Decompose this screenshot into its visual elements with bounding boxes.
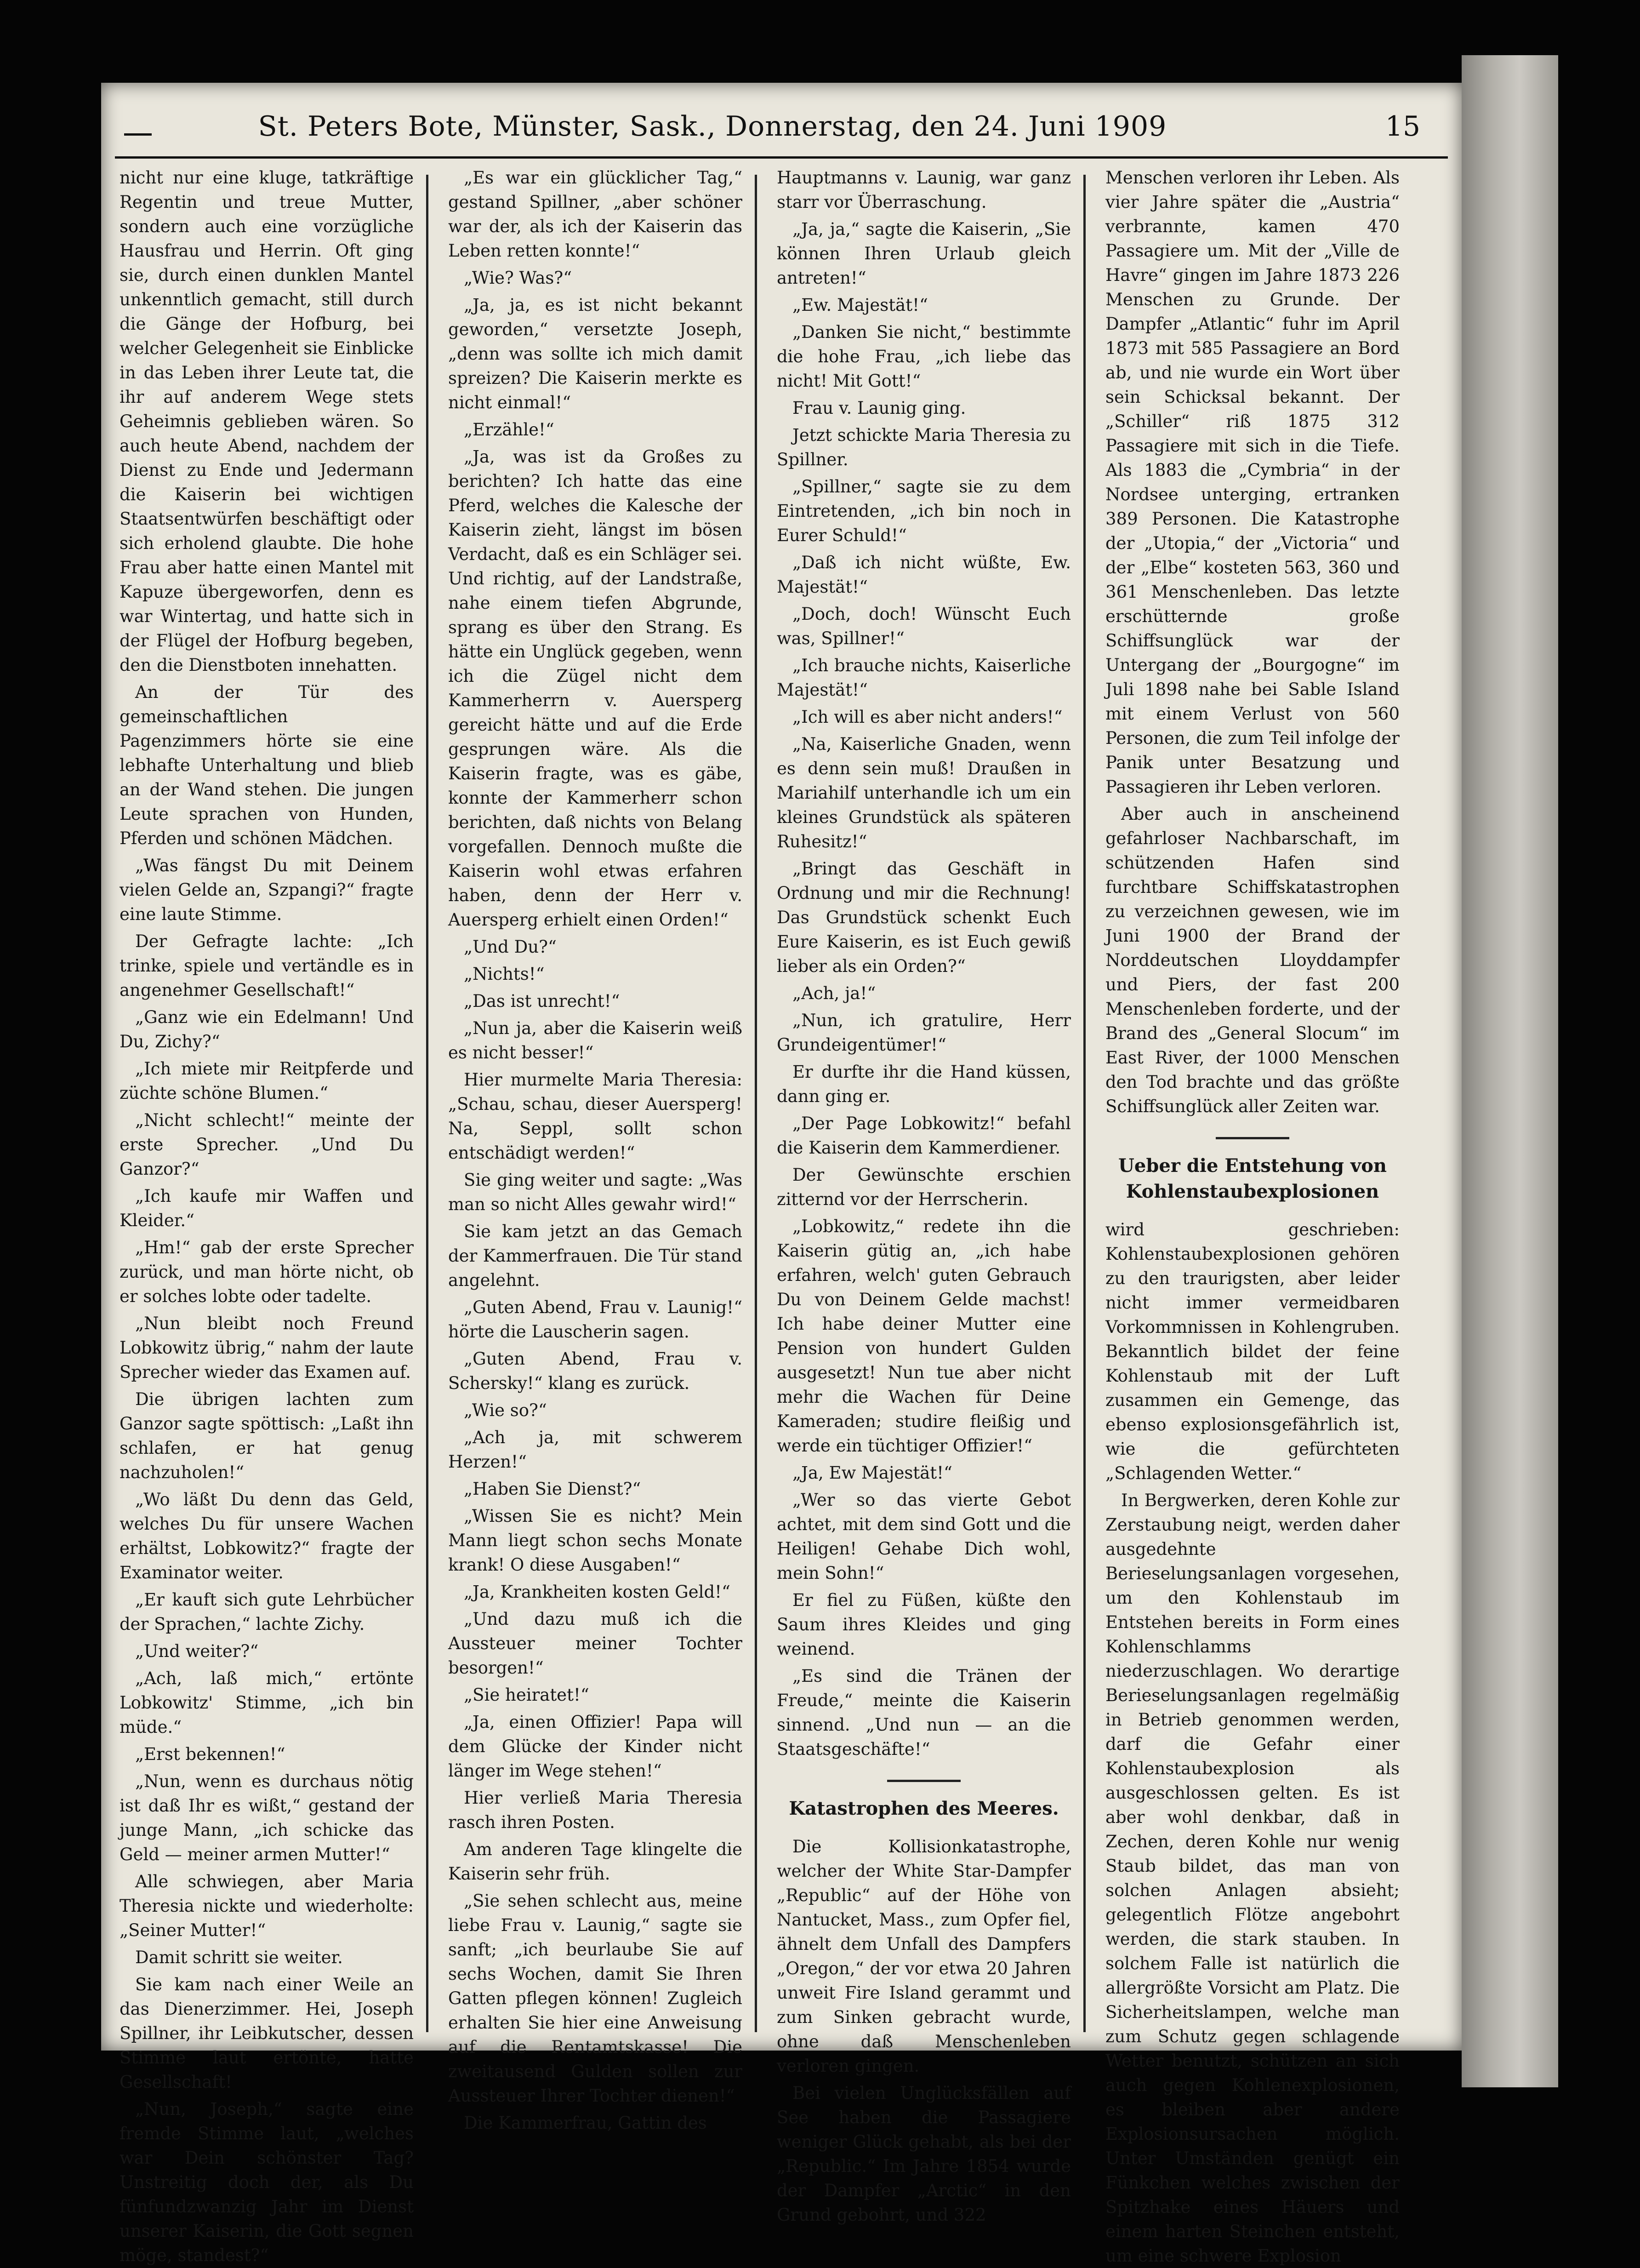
paragraph: „Nun, ich gratulire, Herr Grundeigentümer!“ (777, 1011, 1071, 1055)
page-number: 15 (1385, 110, 1420, 143)
paragraph: „Bringt das Geschäft in Ordnung und mir die Rechnung! Das Grundstück schenkt Euch Eure Kaiserin, es ist Euch gewiß lieber als ein Orden?“ (777, 859, 1071, 976)
paragraph: „Wissen Sie es nicht? Mein Mann liegt schon sechs Monate krank! O diese Ausgaben!“ (448, 1506, 742, 1575)
paragraph: „Ach, laß mich,“ ertönte Lobkowitz' Stimme, „ich bin müde.“ (120, 1668, 414, 1737)
paragraph: „Es sind die Tränen der Freude,“ meinte die Kaiserin sinnend. „Und nun — an die Staatsgeschäfte!“ (777, 1666, 1071, 1759)
column-rule (1083, 175, 1086, 2032)
paragraph: „Ganz wie ein Edelmann! Und Du, Zichy?“ (120, 1007, 414, 1051)
paragraph: „Nun, wenn es durchaus nötig ist daß Ihr es wißt,“ gestand der junge Mann, „ich schicke das Geld — meiner armen Mutter!“ (120, 1771, 414, 1864)
paragraph: Die Kammerfrau, Gattin des (464, 2113, 707, 2133)
page-edge-shadow (1462, 55, 1558, 2087)
paragraph: Damit schritt sie weiter. (135, 1948, 343, 1967)
paragraph: „Hm!“ gab der erste Sprecher zurück, und man hörte nicht, ob er solches lobte oder tadelte. (120, 1238, 414, 1306)
paragraph: „Es war ein glücklicher Tag,“ gestand Spillner, „aber schöner war der, als ich der Kaiserin das Leben retten konnte!“ (448, 168, 742, 261)
paragraph: „Nun ja, aber die Kaiserin weiß es nicht besser!“ (448, 1018, 742, 1063)
paragraph: „Sie sehen schlecht aus, meine liebe Frau v. Launig,“ sagte sie sanft; „ich beurlaube Sie auf sechs Wochen, damit Sie Ihren Gatten pflegen können! Zugleich erhalten Sie hier eine Anweisung auf die Rentamtskasse! Die zweitausend Gulden sollen zur Aussteuer Ihrer Tochter dienen!“ (448, 1891, 742, 2106)
column-1 (120, 166, 414, 2265)
paragraph: In Bergwerken, deren Kohle zur Zerstaubung neigt, werden daher ausgedehnte Berieselungsanlagen vorgesehen, um den Kohlenstaub im Entstehen bereits in Form eines Kohlenschlamms niederzuschlagen. Wo derartige Berieselungsanlagen regelmäßig in Betrieb genommen werden, darf die Gefahr einer Kohlenstaubexplosion als ausgeschlossen gelten. Es ist aber wohl denkbar, daß in Zechen, deren Kohle nur wenig Staub bildet, das man von solchen Anlagen absieht; gelegentlich Flötze angebohrt werden, die stark stauben. In solchem Falle ist natürlich die allergrößte Vorsicht am Platz. Die Sicherheitslampen, welche man zum Schutz gegen schlagende Wetter benutzt, schützen an sich auch gegen Kohlenexplosionen, es bleiben aber andere Explosionsursachen möglich. Unter Umständen genügt ein Fünkchen welches zwischen der Spitzhake eines Häuers und einem harten Steinchen entsteht, um eine schwere Explosion (1105, 1491, 1400, 2266)
paragraph: „Ich miete mir Reitpferde und züchte schöne Blumen.“ (120, 1059, 414, 1103)
paragraph: „Na, Kaiserliche Gnaden, wenn es denn sein muß! Draußen in Mariahilf unterhandle ich um ein kleines Grundstück als späteren Ruhesitz!“ (777, 734, 1071, 851)
paragraph: An der Tür des gemeinschaftlichen Pagenzimmers hörte sie eine lebhafte Unterhaltung und blieb an der Wand stehen. Die jungen Leute sprachen von Hunden, Pferden und schönen Mädchen. (120, 682, 414, 848)
paragraph: „Nun bleibt noch Freund Lobkowitz übrig,“ nahm der laute Sprecher wieder das Examen auf. (120, 1314, 414, 1382)
paragraph: „Wer so das vierte Gebot achtet, mit dem sind Gott und die Heiligen! Gehabe Dich wohl, mein Sohn!“ (777, 1490, 1071, 1583)
paragraph: Sie kam jetzt an das Gemach der Kammerfrauen. Die Tür stand angelehnt. (448, 1222, 742, 1290)
paragraph: „Was fängst Du mit Deinem vielen Gelde an, Szpangi?“ fragte eine laute Stimme. (120, 856, 414, 924)
paragraph: „Ach ja, mit schwerem Herzen!“ (448, 1428, 742, 1472)
paragraph: „Ew. Majestät!“ (792, 295, 928, 315)
paragraph: „Nicht schlecht!“ meinte der erste Sprecher. „Und Du Ganzor?“ (120, 1110, 414, 1179)
paragraph: „Er kauft sich gute Lehrbücher der Sprachen,“ lachte Zichy. (120, 1590, 414, 1634)
paragraph: „Danken Sie nicht,“ bestimmte die hohe Frau, „ich liebe das nicht! Mit Gott!“ (777, 322, 1071, 391)
column-rule (426, 175, 428, 2032)
paragraph: „Ja, Krankheiten kosten Geld!“ (464, 1582, 730, 1602)
paragraph: „Das ist unrecht!“ (464, 991, 620, 1011)
paragraph: nicht nur eine kluge, tatkräftige Regentin und treue Mutter, sondern auch eine vorzügliche Hausfrau und Herrin. Oft ging sie, durch einen dunklen Mantel unkenntlich gemacht, still durch die Gänge der Hofburg, bei welcher Gelegenheit sie Einblicke in das Leben ihrer Leute tat, die ihr auf anderem Wege stets Geheimnis geblieben wären. So auch heute Abend, nachdem der Dienst zu Ende und Jedermann die Kaiserin bei wichtigen Staatsentwürfen beschäftigt oder sich erholend glaubte. Die hohe Frau aber hatte einen Mantel mit Kapuze übergeworfen, denn es war Wintertag, und hatte sich in der Flügel der Hofburg begeben, den die Dienstboten innehatten. (120, 168, 414, 675)
paragraph: „Guten Abend, Frau v. Schersky!“ klang es zurück. (448, 1349, 742, 1393)
column-2 (448, 166, 742, 2133)
paragraph: Am anderen Tage klingelte die Kaiserin sehr früh. (448, 1840, 742, 1884)
paragraph: „Ach, ja!“ (792, 983, 876, 1003)
newspaper-page (101, 83, 1462, 2266)
paragraph: „Doch, doch! Wünscht Euch was, Spillner!“ (777, 604, 1071, 648)
column-4 (1105, 166, 1400, 2266)
paragraph: „Ja, ja,“ sagte die Kaiserin, „Sie können Ihren Urlaub gleich antreten!“ (777, 219, 1071, 288)
header-dash (124, 133, 152, 136)
paragraph: „Ja, was ist da Großes zu berichten? Ich hatte das eine Pferd, welches die Kalesche der Kaiserin zieht, längst im bösen Verdacht, daß es ein Schläger sei. Und richtig, auf der Landstraße, nahe einem tiefen Abgrunde, sprang es über den Strang. Es hätte ein Unglück gegeben, wenn ich die Zügel nicht dem Kammerherrn v. Auersperg gereicht hätte und auf die Erde gesprungen wäre. Als die Kaiserin fragte, was es gäbe, konnte der Kammerherr schon berichten, daß nichts von Belang vorgefallen. Dennoch mußte die Kaiserin wohl etwas erfahren haben, denn der Herr v. Auersperg erhielt einen Orden!“ (448, 447, 742, 930)
paragraph: „Nichts!“ (464, 964, 545, 984)
paragraph: Alle schwiegen, aber Maria Theresia nickte und wiederholte: „Seiner Mutter!“ (120, 1872, 414, 1940)
paragraph: „Erzähle!“ (464, 420, 554, 440)
paragraph: „Daß ich nicht wüßte, Ew. Majestät!“ (777, 553, 1071, 597)
paragraph: Hauptmanns v. Launig, war ganz starr vor Überraschung. (777, 168, 1071, 212)
paragraph: wird geschrieben: Kohlenstaubexplosionen gehören zu den traurigsten, aber leider nicht immer vermeidbaren Vorkommnissen in Kohlengruben. Bekanntlich bildet der feine Kohlenstaub mit der Luft zusammen ein Gemenge, das ebenso explosionsgefährlich ist, wie die gefürchteten „Schlagenden Wetter.“ (1105, 1220, 1400, 1483)
paragraph: Bei vielen Unglücksfällen auf See haben die Passagiere weniger Glück gehabt, als bei der „Republic.“ Im Jahre 1854 wurde der Dampfer „Arctic“ in den Grund gebohrt, und 322 (777, 2083, 1071, 2225)
header-title: St. Peters Bote, Münster, Sask., Donnerstag, den 24. Juni 1909 (258, 110, 1167, 143)
section-divider (887, 1780, 961, 1782)
column-rule (755, 175, 757, 2032)
article-heading: Ueber die Entstehung von Kohlenstaubexplosionen (1118, 1155, 1387, 1202)
paragraph: Sie kam nach einer Weile an das Dienerzimmer. Hei, Joseph Spillner, ihr Leibkutscher, dessen Stimme laut ertönte, hatte Gesellschaft! (120, 1975, 414, 2092)
paragraph: Er fiel zu Füßen, küßte den Saum ihres Kleides und ging weinend. (777, 1590, 1071, 1659)
paragraph: Menschen verloren ihr Leben. Als vier Jahre später die „Austria“ verbrannte, kamen 470 Passagiere um. Mit der „Ville de Havre“ gingen im Jahre 1873 226 Menschen zu Grunde. Der Dampfer „Atlantic“ fuhr im April 1873 mit 585 Passagiere an Bord ab, und nie wurde ein Wort über sein Schicksal bekannt. Der „Schiller“ riß 1875 312 Passagiere mit sich in die Tiefe. Als 1883 die „Cymbria“ in der Nordsee unterging, ertranken 389 Personen. Die Katastrophe der „Utopia,“ der „Victoria“ und der „Elbe“ kosteten 563, 360 und 361 Menschenleben. Das letzte erschütternde große Schiffsunglück war der Untergang der „Bourgogne“ im Juli 1898 nahe bei Sable Island mit einem Verlust von 560 Personen, die zum Teil infolge der Panik unter Besatzung und Passagieren ihr Leben verloren. (1105, 168, 1400, 797)
article-heading: Katastrophen des Meeres. (789, 1798, 1059, 1819)
paragraph: „Lobkowitz,“ redete ihn die Kaiserin gütig an, „ich habe erfahren, welch' guten Gebrauch Du von Deinem Gelde machst! Ich habe deiner Mutter eine Pension von hundert Gulden ausgesetzt! Nun tue aber nicht mehr die Wachen für Deine Kameraden; studire fleißig und werde ein tüchtiger Offizier!“ (777, 1217, 1071, 1456)
paragraph: Der Gefragte lachte: „Ich trinke, spiele und vertändle es in angenehmer Gesellschaft!“ (120, 931, 414, 1000)
paragraph: „Der Page Lobkowitz!“ befahl die Kaiserin dem Kammerdiener. (777, 1114, 1071, 1158)
paragraph: „Wie? Was?“ (464, 268, 572, 288)
paragraph: „Ja, Ew Majestät!“ (792, 1463, 952, 1483)
page-header (115, 106, 1448, 159)
paragraph: „Ja, einen Offizier! Papa will dem Glücke der Kinder nicht länger im Wege stehen!“ (448, 1712, 742, 1781)
paragraph: Hier verließ Maria Theresia rasch ihren Posten. (448, 1788, 742, 1832)
paragraph: Hier murmelte Maria Theresia: „Schau, schau, dieser Auersperg! Na, Seppl, sollt schon entschädigt werden!“ (448, 1070, 742, 1163)
paragraph: Jetzt schickte Maria Theresia zu Spillner. (777, 425, 1071, 469)
column-3 (777, 166, 1071, 2225)
paragraph: „Wo läßt Du denn das Geld, welches Du für unsere Wachen erhältst, Lobkowitz?“ fragte der Examinator weiter. (120, 1490, 414, 1582)
paragraph: „Ich brauche nichts, Kaiserliche Majestät!“ (777, 656, 1071, 700)
paragraph: Die übrigen lachten zum Ganzor sagte spöttisch: „Laßt ihn schlafen, er hat genug nachzuholen!“ (120, 1389, 414, 1482)
paragraph: „Und dazu muß ich die Aussteuer meiner Tochter besorgen!“ (448, 1609, 742, 1678)
paragraph: „Ich will es aber nicht anders!“ (792, 707, 1063, 727)
paragraph: Sie ging weiter und sagte: „Was man so nicht Alles gewahr wird!“ (448, 1170, 742, 1214)
paragraph: Der Gewünschte erschien zitternd vor der Herrscherin. (777, 1165, 1071, 1209)
paragraph: „Spillner,“ sagte sie zu dem Eintretenden, „ich bin noch in Eurer Schuld!“ (777, 477, 1071, 545)
paragraph: „Erst bekennen!“ (135, 1744, 285, 1764)
paragraph: „Und Du?“ (464, 937, 557, 957)
paragraph: „Haben Sie Dienst?“ (464, 1479, 641, 1499)
paragraph: „Guten Abend, Frau v. Launig!“ hörte die Lauscherin sagen. (448, 1297, 742, 1342)
section-divider (1216, 1137, 1289, 1139)
paragraph: Er durfte ihr die Hand küssen, dann ging er. (777, 1062, 1071, 1106)
paragraph: „Ich kaufe mir Waffen und Kleider.“ (120, 1186, 414, 1230)
paragraph: „Wie so?“ (464, 1400, 547, 1420)
paragraph: „Ja, ja, es ist nicht bekannt geworden,“ versetzte Joseph, „denn was sollte ich mich damit spreizen? Die Kaiserin merkte es nicht einmal!“ (448, 295, 742, 412)
paragraph: Frau v. Launig ging. (792, 398, 966, 418)
paragraph: „Nun, Joseph,“ sagte eine fremde Stimme laut, „welches war Dein schönster Tag? Unstreitig doch der, als Du fünfundzwanzig Jahr im Dienst unserer Kaiserin, die Gott segnen möge, standest?“ (120, 2099, 414, 2265)
paragraph: „Sie heiratet!“ (464, 1685, 589, 1705)
paragraph: Aber auch in anscheinend gefahrloser Nachbarschaft, im schützenden Hafen sind furchtbare Schiffskatastrophen zu verzeichnen gewesen, wie im Juni 1900 der Brand der Norddeutschen Lloyddampfer und Piers, der fast 200 Menschenleben forderte, und der Brand des „General Slocum“ im East River, der 1000 Menschen den Tod brachte und das größte Schiffsunglück aller Zeiten war. (1105, 804, 1400, 1116)
paragraph: „Und weiter?“ (135, 1641, 259, 1661)
paragraph: Die Kollisionkatastrophe, welcher der White Star-Dampfer „Republic“ auf der Höhe von Nantucket, Mass., zum Opfer fiel, ähnelt dem Unfall des Dampfers „Oregon,“ der vor etwa 20 Jahren unweit Fire Island gerammt und zum Sinken gebracht wurde, ohne daß Menschenleben verloren gingen. (777, 1837, 1071, 2076)
